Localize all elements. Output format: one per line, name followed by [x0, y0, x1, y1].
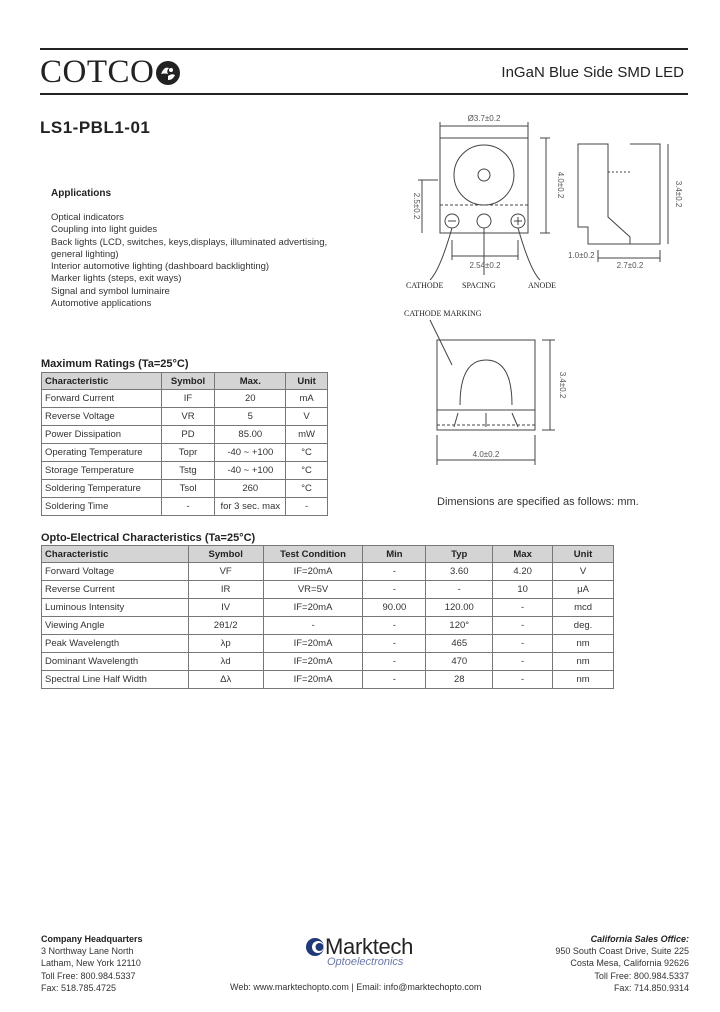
label-anode: ANODE: [528, 281, 556, 290]
table-cell: Operating Temperature: [42, 444, 162, 462]
list-item: Marker lights (steps, exit ways): [51, 273, 182, 285]
table-row: [42, 480, 328, 498]
dim-side-height: 3.4±0.2: [674, 180, 683, 208]
table-row: [42, 671, 614, 689]
table-cell: 90.00: [363, 599, 426, 617]
table-cell: Topr: [161, 444, 215, 462]
table-cell: for 3 sec. max: [215, 498, 286, 516]
list-item: Back lights (LCD, switches, keys,displays, illuminated advertising,: [51, 236, 328, 248]
table-cell: mcd: [553, 599, 614, 617]
list-item: Signal and symbol luminaire: [51, 285, 170, 297]
table-header-row: [42, 546, 614, 563]
ca-line: 950 South Coast Drive, Suite 225: [555, 946, 689, 957]
column-header: Symbol: [161, 373, 215, 390]
table-cell: VF: [188, 563, 263, 581]
hq-line: Latham, New York 12110: [41, 958, 141, 969]
table-cell: -: [363, 653, 426, 671]
table-cell: nm: [553, 671, 614, 689]
table-cell: Forward Current: [42, 390, 162, 408]
table-cell: 260: [215, 480, 286, 498]
table-cell: IF=20mA: [263, 563, 363, 581]
table-cell: 4.20: [493, 563, 553, 581]
table-cell: Δλ: [188, 671, 263, 689]
table-cell: IF: [161, 390, 215, 408]
web-email-line[interactable]: Web: www.marktechopto.com | Email: info@marktechopto.com: [230, 982, 482, 992]
table-cell: IF=20mA: [263, 671, 363, 689]
column-header: Unit: [286, 373, 328, 390]
table-cell: -40 ~ +100: [215, 444, 286, 462]
table-cell: -: [493, 599, 553, 617]
table-cell: Peak Wavelength: [42, 635, 189, 653]
table-cell: IF=20mA: [263, 653, 363, 671]
california-office-address: [555, 933, 689, 994]
ca-heading: California Sales Office:: [590, 934, 689, 944]
hq-line: Toll Free: 800.984.5337: [41, 970, 136, 981]
table-row: [42, 581, 614, 599]
list-item: Automotive applications: [51, 298, 152, 310]
table-cell: IV: [188, 599, 263, 617]
label-cathode-marking: CATHODE MARKING: [404, 309, 482, 318]
table-row: [42, 444, 328, 462]
bottom-view-drawing: [400, 305, 580, 475]
dim-side-width: 2.7±0.2: [616, 261, 644, 270]
hq-line: 3 Northway Lane North: [41, 946, 134, 957]
table-cell: PD: [161, 426, 215, 444]
table-cell: nm: [553, 653, 614, 671]
column-header: Unit: [553, 546, 614, 563]
table-cell: -40 ~ +100: [215, 462, 286, 480]
applications-heading: Applications: [51, 188, 112, 199]
table-row: [42, 635, 614, 653]
table-cell: Tstg: [161, 462, 215, 480]
table-cell: mW: [286, 426, 328, 444]
table-cell: -: [426, 581, 493, 599]
table-row: [42, 426, 328, 444]
table-cell: 120°: [426, 617, 493, 635]
table-cell: V: [286, 408, 328, 426]
table-cell: nm: [553, 635, 614, 653]
table-cell: -: [161, 498, 215, 516]
table-cell: 10: [493, 581, 553, 599]
table-cell: deg.: [553, 617, 614, 635]
table-cell: °C: [286, 462, 328, 480]
table-cell: 465: [426, 635, 493, 653]
table-cell: Reverse Current: [42, 581, 189, 599]
header-top-rule: [40, 48, 688, 50]
column-header: Characteristic: [42, 373, 162, 390]
table-cell: 28: [426, 671, 493, 689]
max-ratings-title: Maximum Ratings (Ta=25°C): [41, 358, 189, 370]
marktech-emblem-icon: [305, 937, 325, 957]
table-row: [42, 599, 614, 617]
table-row: [42, 408, 328, 426]
opto-title: Opto-Electrical Characteristics (Ta=25°C): [41, 532, 256, 544]
column-header: Characteristic: [42, 546, 189, 563]
table-cell: Dominant Wavelength: [42, 653, 189, 671]
column-header: Max: [493, 546, 553, 563]
table-cell: Spectral Line Half Width: [42, 671, 189, 689]
table-cell: °C: [286, 480, 328, 498]
table-cell: -: [493, 653, 553, 671]
dim-bottom-width: 4.0±0.2: [472, 450, 500, 459]
table-cell: -: [493, 617, 553, 635]
table-cell: -: [363, 635, 426, 653]
table-row: [42, 390, 328, 408]
dim-height-right: 4.0±0.2: [556, 171, 565, 199]
label-cathode: CATHODE: [406, 281, 444, 290]
column-header: Typ: [426, 546, 493, 563]
column-header: Max.: [215, 373, 286, 390]
marktech-logo: [305, 934, 445, 968]
table-cell: 470: [426, 653, 493, 671]
opto-table: [41, 545, 614, 689]
table-cell: Tsol: [161, 480, 215, 498]
table-cell: 3.60: [426, 563, 493, 581]
table-cell: -: [263, 617, 363, 635]
table-cell: λd: [188, 653, 263, 671]
table-cell: mA: [286, 390, 328, 408]
table-cell: -: [363, 617, 426, 635]
headquarters-address: [41, 933, 143, 994]
table-row: [42, 653, 614, 671]
table-cell: Reverse Voltage: [42, 408, 162, 426]
dim-top-width: Ø3.7±0.2: [467, 114, 501, 123]
dim-bottom-height: 3.4±0.2: [558, 371, 567, 399]
list-item: Coupling into light guides: [51, 224, 158, 236]
table-cell: λp: [188, 635, 263, 653]
table-cell: Soldering Time: [42, 498, 162, 516]
table-cell: -: [363, 671, 426, 689]
table-row: [42, 462, 328, 480]
dimensions-note: Dimensions are specified as follows: mm.: [437, 496, 639, 508]
table-cell: IF=20mA: [263, 599, 363, 617]
table-cell: VR=5V: [263, 581, 363, 599]
table-cell: μA: [553, 581, 614, 599]
table-cell: -: [286, 498, 328, 516]
table-cell: -: [493, 635, 553, 653]
applications-list: [51, 212, 327, 310]
ca-line: Fax: 714.850.9314: [613, 982, 689, 993]
cotco-emblem-icon: [155, 60, 181, 86]
table-cell: 5: [215, 408, 286, 426]
dim-height-left: 2.5±0.2: [412, 192, 421, 220]
table-cell: Soldering Temperature: [42, 480, 162, 498]
table-cell: 85.00: [215, 426, 286, 444]
table-cell: IR: [188, 581, 263, 599]
max-ratings-table: [41, 372, 328, 516]
table-cell: -: [363, 581, 426, 599]
table-cell: 2θ1/2: [188, 617, 263, 635]
table-cell: -: [363, 563, 426, 581]
table-cell: IF=20mA: [263, 635, 363, 653]
table-cell: VR: [161, 408, 215, 426]
marktech-wordmark: Marktech: [325, 934, 414, 959]
table-cell: Luminous Intensity: [42, 599, 189, 617]
list-item: Interior automotive lighting (dashboard backlighting): [51, 261, 270, 273]
table-cell: Viewing Angle: [42, 617, 189, 635]
table-cell: 20: [215, 390, 286, 408]
list-item: Optical indicators: [51, 212, 124, 223]
dim-pad-spacing: 2.54±0.2: [469, 261, 501, 270]
list-item: general lighting): [51, 248, 119, 260]
header-bottom-rule: [40, 93, 688, 95]
part-number: LS1-PBL1-01: [40, 118, 151, 137]
table-cell: Forward Voltage: [42, 563, 189, 581]
table-cell: 120.00: [426, 599, 493, 617]
cotco-logo: [40, 54, 181, 91]
ca-line: Costa Mesa, California 92626: [570, 958, 689, 969]
table-row: [42, 498, 328, 516]
hq-heading: Company Headquarters: [41, 934, 143, 944]
table-cell: -: [493, 671, 553, 689]
table-cell: °C: [286, 444, 328, 462]
table-row: [42, 617, 614, 635]
column-header: Test Condition: [263, 546, 363, 563]
column-header: Min: [363, 546, 426, 563]
dim-lead: 1.0±0.2: [568, 251, 595, 260]
ca-line: Toll Free: 800.984.5337: [594, 970, 689, 981]
front-view-drawing: [400, 110, 580, 300]
brand-wordmark: COTCO: [40, 54, 155, 90]
table-cell: Power Dissipation: [42, 426, 162, 444]
marktech-subtitle: Optoelectronics: [327, 956, 404, 968]
table-cell: Storage Temperature: [42, 462, 162, 480]
column-header: Symbol: [188, 546, 263, 563]
product-title: InGaN Blue Side SMD LED: [501, 64, 684, 81]
side-view-drawing: [568, 132, 683, 282]
hq-line: Fax: 518.785.4725: [41, 982, 117, 993]
label-spacing: SPACING: [462, 281, 496, 290]
table-header-row: [42, 373, 328, 390]
table-row: [42, 563, 614, 581]
table-cell: V: [553, 563, 614, 581]
